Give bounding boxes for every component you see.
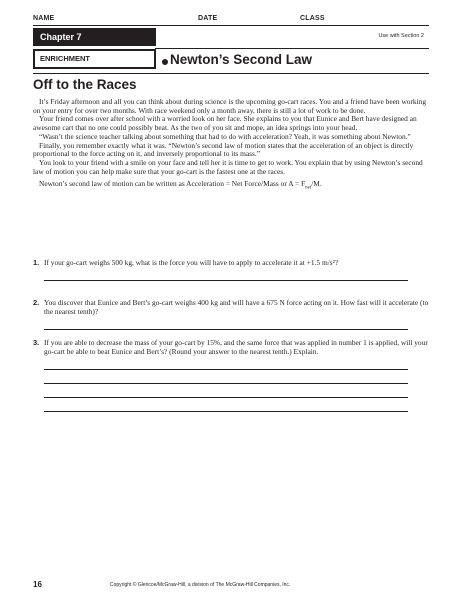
page-title: Newton’s Second Law <box>170 52 313 67</box>
use-with-note: Use with Section 2 <box>378 33 424 39</box>
bullet-icon <box>162 59 168 65</box>
title-rule-top <box>155 48 429 49</box>
question-text: If you are able to decrease the mass of your go-cart by 15%, and the same force that was applied in number 1 is applied, will your go-cart be able to beat Eunice and Bert’s? (Round your answer to the nearest tenth.) Explain. <box>44 338 428 356</box>
header-rule <box>33 25 429 26</box>
paragraph: You look to your friend with a smile on your face and tell her it is time to get to work. You explain that by using Newton’s second law of motion you can help make sure that your go-cart is the fastest one at the races. <box>33 157 423 176</box>
formula-end: /M. <box>311 179 322 189</box>
question-number: 1. <box>33 258 40 267</box>
paragraph: It’s Friday afternoon and all you can think about during science is the upcoming go-cart races. You and a friend have been working on your entry for over two months. With race weekend only a month away, there is still a lot of work to be done. <box>33 97 427 115</box>
formula-line <box>33 180 429 193</box>
section-heading: Off to the Races <box>33 77 137 92</box>
formula-subscript: net <box>305 185 312 191</box>
section-tag: ENRICHMENT <box>33 49 156 69</box>
answer-line[interactable] <box>44 280 408 281</box>
answer-line[interactable] <box>44 369 408 370</box>
answer-line[interactable] <box>44 329 408 330</box>
paragraph: Your friend comes over after school with a worried look on her face. She explains to you that Eunice and Bert have designed an awesome cart that no one could possibly beat. As the two of you sit and mope, an idea springs into your head. <box>33 114 417 133</box>
header-labels <box>33 15 429 25</box>
copyright-notice: Copyright © Glencoe/McGraw-Hill, a division of The McGraw-Hill Companies, Inc. <box>110 582 291 588</box>
question-number: 3. <box>33 338 40 347</box>
question-3 <box>33 339 429 356</box>
date-label: DATE <box>198 15 218 22</box>
class-label: CLASS <box>300 15 325 22</box>
answer-line[interactable] <box>44 397 408 398</box>
answer-line[interactable] <box>44 411 408 412</box>
question-1 <box>33 259 429 268</box>
answer-line[interactable] <box>44 383 408 384</box>
question-text: If your go-cart weighs 500 kg, what is the force you will have to apply to accelerate it at +1.5 m/s²? <box>44 258 339 267</box>
formula-text: Newton’s second law of motion can be written as Acceleration = Net Force/Mass or A = F <box>39 179 306 189</box>
page-number: 16 <box>33 580 42 589</box>
paragraph: Finally, you remember exactly what it was. “Newton’s second law of motion states that the acceleration of an object is directly proportional to the force acting on it, and inversely proportional to its mass.” <box>33 140 414 159</box>
name-label: NAME <box>33 15 55 22</box>
question-text: You discover that Eunice and Bert’s go-cart weighs 400 kg and will have a 675 N force acting on it. How fast will it accelerate (to the nearest tenth)? <box>44 298 429 316</box>
question-2 <box>33 299 429 316</box>
chapter-label: Chapter 7 <box>33 28 156 46</box>
paragraph: “Wasn’t the science teacher talking about something that had to do with acceleration? Yeah, it was something about Newton.” <box>39 131 411 141</box>
reading-passage <box>33 98 429 194</box>
question-number: 2. <box>33 298 40 307</box>
title-rule-bottom <box>33 73 429 74</box>
